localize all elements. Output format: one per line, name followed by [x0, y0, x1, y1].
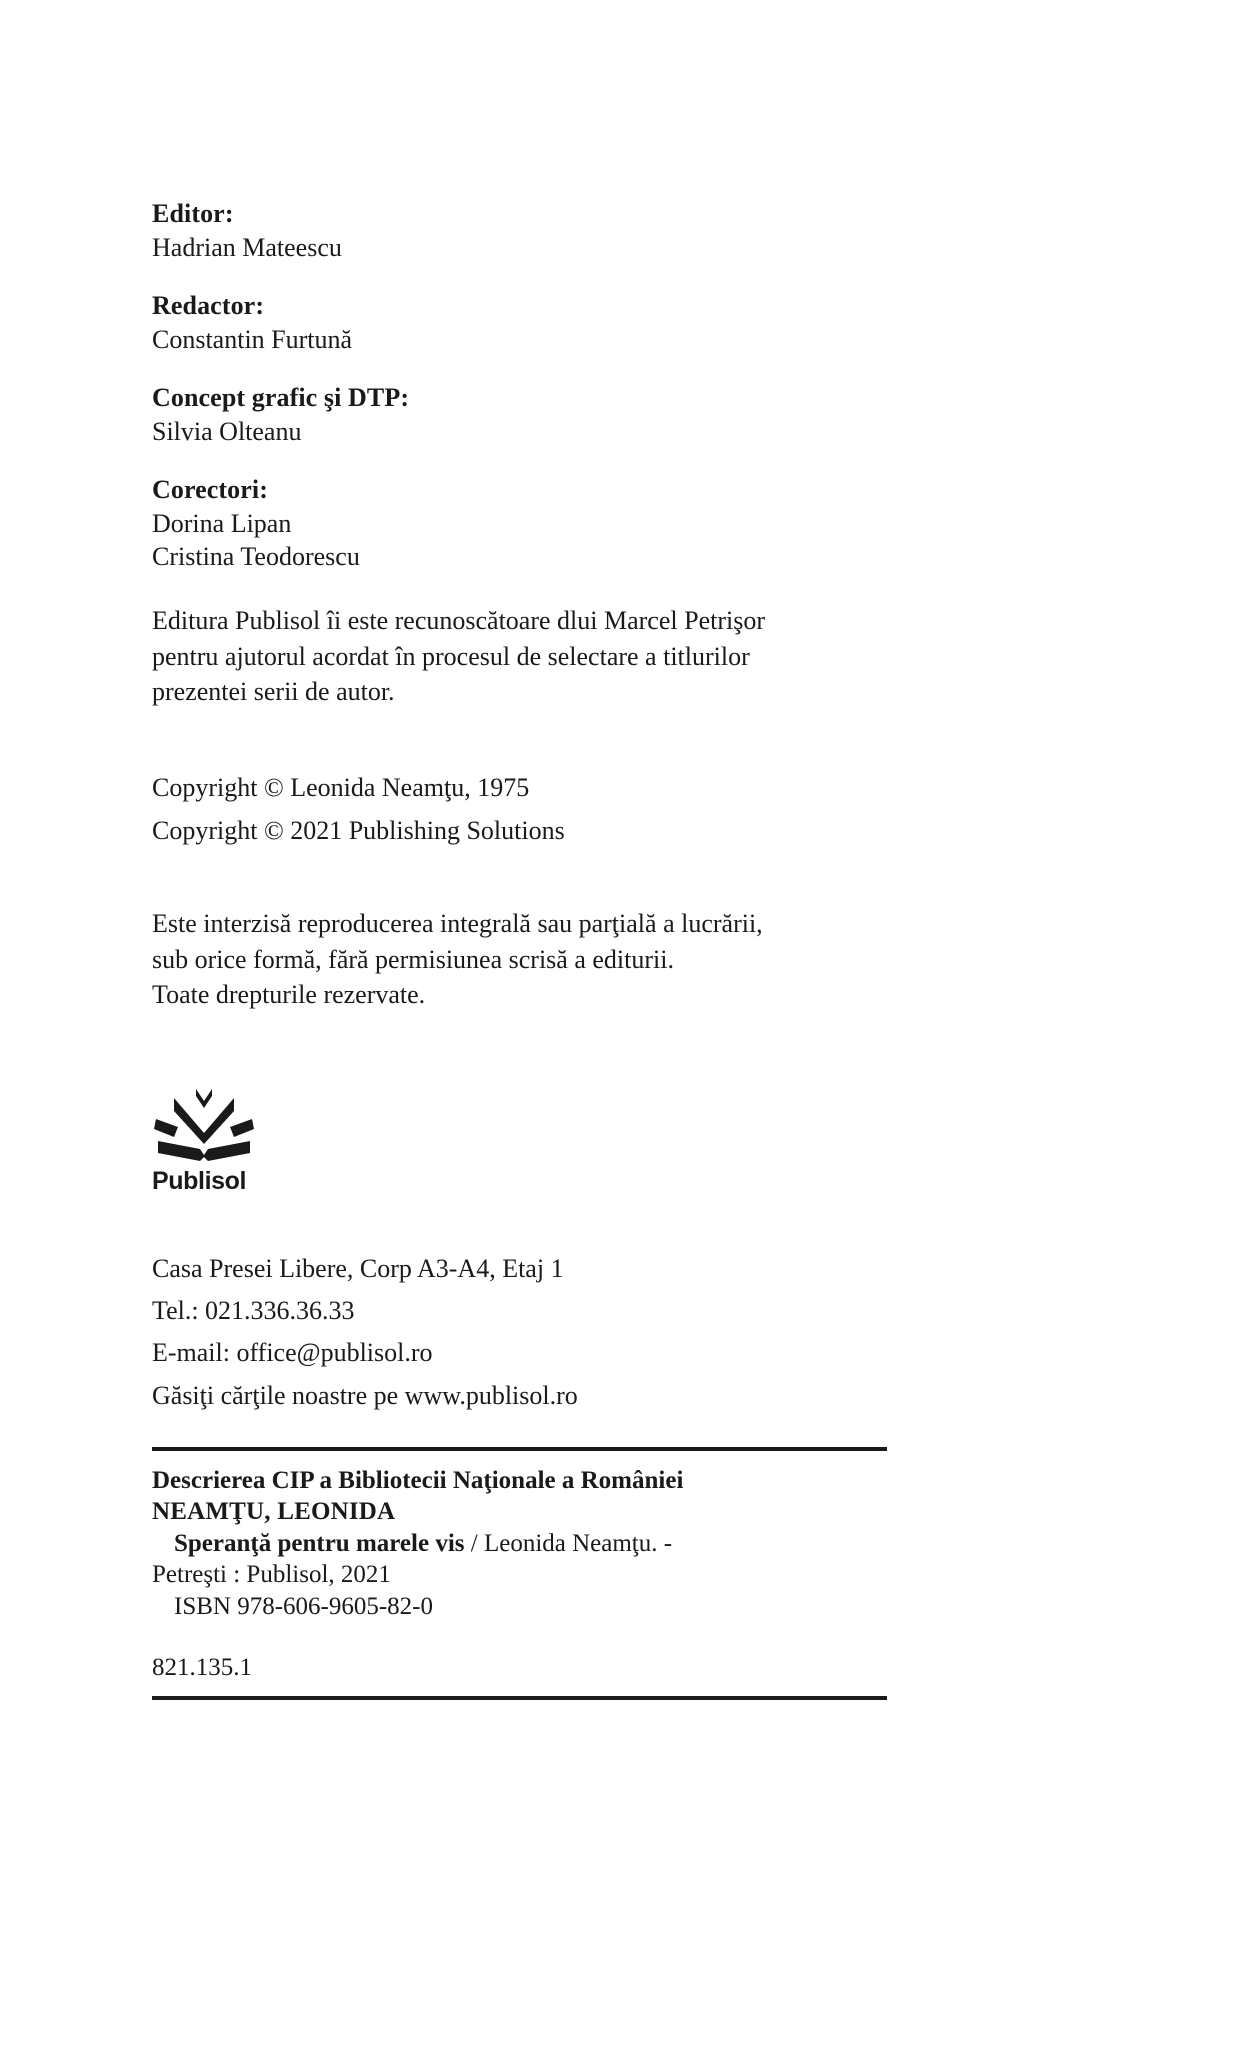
rights-line: Este interzisă reproducerea integrală sau parţială a lucrării, [152, 908, 763, 938]
cip-isbn: ISBN 978-606-9605-82-0 [174, 1592, 434, 1620]
credit-person-name: Hadrian Mateescu [152, 232, 342, 262]
publisol-wordmark: Publisol [152, 1167, 247, 1196]
cip-title-line [152, 1528, 952, 1560]
acknowledgement-line: Editura Publisol îi este recunoscătoare dlui Marcel Petrişor [152, 606, 765, 636]
acknowledgement-line: prezentei serii de autor. [152, 677, 395, 707]
credit-editor [152, 198, 952, 264]
credit-proofreaders [152, 474, 952, 573]
publisher-contact-details [152, 1248, 952, 1416]
cip-title: Speranţă pentru marele vis [174, 1529, 465, 1557]
copyright-line-publisher: Copyright © 2021 Publishing Solutions [152, 815, 565, 845]
cip-title-statement: / Leonida Neamţu. - [464, 1529, 673, 1557]
publisol-sunburst-book-icon [152, 1085, 256, 1163]
rights-line: Toate drepturile rezervate. [152, 980, 426, 1010]
credit-redactor [152, 290, 952, 356]
cip-author: NEAMŢU, LEONIDA [152, 1498, 396, 1526]
cip-block [152, 1465, 952, 1684]
cip-classification: 821.135.1 [152, 1654, 252, 1682]
credit-person-name: Constantin Furtună [152, 324, 353, 354]
credit-role-label: Corectori: [152, 475, 269, 505]
copyright-paragraph [152, 767, 952, 851]
credit-role-label: Concept grafic şi DTP: [152, 383, 410, 413]
acknowledgement-line: pentru ajutorul acordat în procesul de selectare a titlurilor [152, 641, 750, 671]
acknowledgement-paragraph [152, 603, 872, 709]
cip-imprint: Petreşti : Publisol, 2021 [152, 1561, 391, 1589]
cip-rule-top [152, 1447, 887, 1451]
cip-heading: Descrierea CIP a Bibliotecii Naţionale a României [152, 1466, 684, 1494]
publisher-website: Găsiţi cărţile noastre pe www.publisol.ro [152, 1380, 578, 1410]
publisher-email: E-mail: office@publisol.ro [152, 1338, 433, 1368]
rights-paragraph [152, 906, 892, 1014]
credit-person-name: Dorina Lipan [152, 508, 292, 538]
credit-role-label: Redactor: [152, 291, 265, 321]
imprint-content [152, 198, 952, 1700]
cip-rule-bottom [152, 1696, 887, 1700]
credit-role-label: Editor: [152, 199, 234, 228]
publisher-logo [152, 1085, 282, 1196]
credit-person-name: Silvia Olteanu [152, 416, 302, 446]
rights-line: sub orice formă, fără permisiunea scrisă a edituriі. [152, 944, 674, 974]
publisher-address: Casa Presei Libere, Corp A3-A4, Etaj 1 [152, 1254, 564, 1284]
publisher-phone: Tel.: 021.336.36.33 [152, 1296, 355, 1326]
copyright-line-author: Copyright © Leonida Neamţu, 1975 [152, 773, 530, 803]
credit-graphic-concept-dtp [152, 382, 952, 448]
credit-person-name-secondary: Cristina Teodorescu [152, 542, 360, 572]
